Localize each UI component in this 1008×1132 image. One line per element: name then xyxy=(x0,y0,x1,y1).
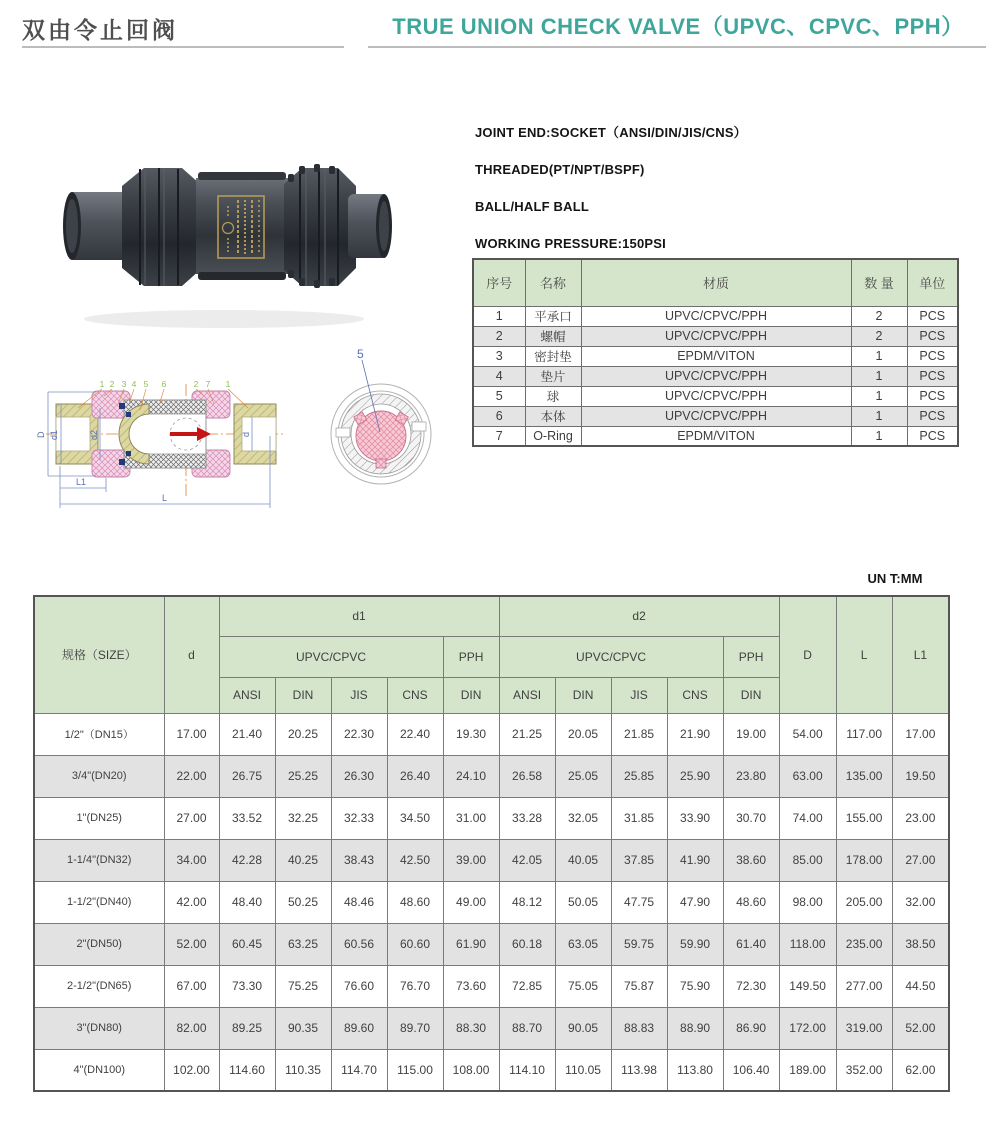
table-cell: 48.60 xyxy=(387,881,443,923)
table-cell: 90.05 xyxy=(555,1007,611,1049)
table-cell: 2 xyxy=(473,326,525,346)
dim-header-pph-d2: PPH xyxy=(723,636,779,677)
spec-list xyxy=(475,114,747,262)
table-cell: 205.00 xyxy=(836,881,892,923)
table-cell: 1 xyxy=(851,346,907,366)
table-cell: 76.60 xyxy=(331,965,387,1007)
table-cell: 118.00 xyxy=(779,923,836,965)
title-underline-left xyxy=(22,46,344,48)
table-cell: 34.00 xyxy=(164,839,219,881)
table-cell: 42.50 xyxy=(387,839,443,881)
table-row xyxy=(473,406,958,426)
table-cell: 38.50 xyxy=(892,923,949,965)
table-cell: 1 xyxy=(473,306,525,326)
table-cell: 60.45 xyxy=(219,923,275,965)
table-cell: PCS xyxy=(907,306,958,326)
parts-header-name: 名称 xyxy=(525,259,581,306)
dimension-table-body xyxy=(34,713,949,1091)
table-cell: 平承口 xyxy=(525,306,581,326)
dim-header-pphdin-d1: DIN xyxy=(443,677,499,713)
table-cell: 1 xyxy=(851,366,907,386)
dim-header-L: L xyxy=(836,596,892,713)
table-cell: 2"(DN50) xyxy=(34,923,164,965)
table-cell: 44.50 xyxy=(892,965,949,1007)
table-row xyxy=(473,306,958,326)
table-cell: 73.30 xyxy=(219,965,275,1007)
product-photo xyxy=(48,112,400,340)
table-cell: 19.30 xyxy=(443,713,499,755)
table-cell: 密封垫 xyxy=(525,346,581,366)
table-cell: 26.58 xyxy=(499,755,555,797)
table-cell: 75.90 xyxy=(667,965,723,1007)
table-row xyxy=(473,426,958,446)
table-cell: UPVC/CPVC/PPH xyxy=(581,366,851,386)
table-cell: 90.35 xyxy=(275,1007,331,1049)
table-cell: 38.43 xyxy=(331,839,387,881)
table-cell: EPDM/VITON xyxy=(581,346,851,366)
table-cell: 135.00 xyxy=(836,755,892,797)
table-row xyxy=(34,797,949,839)
table-cell: 1 xyxy=(851,426,907,446)
table-cell: UPVC/CPVC/PPH xyxy=(581,326,851,346)
table-cell: 73.60 xyxy=(443,965,499,1007)
table-cell: O-Ring xyxy=(525,426,581,446)
dim-header-d1-group: d1 xyxy=(219,596,499,636)
end-view xyxy=(331,347,431,484)
table-cell: 2 xyxy=(851,326,907,346)
table-cell: 50.25 xyxy=(275,881,331,923)
table-cell: 3"(DN80) xyxy=(34,1007,164,1049)
table-cell: 62.00 xyxy=(892,1049,949,1091)
table-cell: 40.05 xyxy=(555,839,611,881)
table-cell: 32.00 xyxy=(892,881,949,923)
table-cell: 98.00 xyxy=(779,881,836,923)
table-cell: PCS xyxy=(907,366,958,386)
table-cell: 27.00 xyxy=(892,839,949,881)
title-underline-right xyxy=(368,46,986,48)
table-cell: 61.40 xyxy=(723,923,779,965)
callout-7: 2 xyxy=(193,379,199,389)
callout-6: 6 xyxy=(161,379,167,389)
table-cell: 2 xyxy=(851,306,907,326)
table-cell: 89.60 xyxy=(331,1007,387,1049)
table-cell: 20.25 xyxy=(275,713,331,755)
table-cell: 48.40 xyxy=(219,881,275,923)
table-cell: 60.60 xyxy=(387,923,443,965)
callout-4: 4 xyxy=(131,379,137,389)
table-cell: 60.18 xyxy=(499,923,555,965)
table-row xyxy=(34,713,949,755)
table-cell: 22.30 xyxy=(331,713,387,755)
table-cell: 59.90 xyxy=(667,923,723,965)
table-cell: 113.98 xyxy=(611,1049,667,1091)
dim-header-pphdin-d2: DIN xyxy=(723,677,779,713)
table-cell: PCS xyxy=(907,346,958,366)
callout-3: 3 xyxy=(121,379,127,389)
table-cell: 21.90 xyxy=(667,713,723,755)
table-cell: 113.80 xyxy=(667,1049,723,1091)
dim-header-pph-d1: PPH xyxy=(443,636,499,677)
table-cell: 88.70 xyxy=(499,1007,555,1049)
table-cell: 155.00 xyxy=(836,797,892,839)
spec-working-pressure: WORKING PRESSURE:150PSI xyxy=(475,236,666,251)
table-cell: 63.00 xyxy=(779,755,836,797)
table-cell: PCS xyxy=(907,326,958,346)
table-cell: 31.00 xyxy=(443,797,499,839)
table-cell: 25.85 xyxy=(611,755,667,797)
table-cell: 3 xyxy=(473,346,525,366)
table-cell: 5 xyxy=(473,386,525,406)
table-cell: 38.60 xyxy=(723,839,779,881)
table-cell: 32.05 xyxy=(555,797,611,839)
table-cell: PCS xyxy=(907,406,958,426)
table-row xyxy=(473,326,958,346)
table-cell: 本体 xyxy=(525,406,581,426)
table-cell: 85.00 xyxy=(779,839,836,881)
parts-table xyxy=(472,258,959,447)
table-cell: 21.25 xyxy=(499,713,555,755)
table-cell: 42.28 xyxy=(219,839,275,881)
table-row xyxy=(473,386,958,406)
dim-header-D: D xyxy=(779,596,836,713)
table-cell: 25.90 xyxy=(667,755,723,797)
table-row xyxy=(473,346,958,366)
spec-threaded: THREADED(PT/NPT/BSPF) xyxy=(475,162,645,177)
dim-label-L: L xyxy=(162,493,168,503)
table-cell: 39.00 xyxy=(443,839,499,881)
table-cell: 63.25 xyxy=(275,923,331,965)
spec-ball: BALL/HALF BALL xyxy=(475,199,589,214)
dim-header-jis-d1: JIS xyxy=(331,677,387,713)
parts-header-qty: 数 量 xyxy=(851,259,907,306)
table-cell: 19.50 xyxy=(892,755,949,797)
table-cell: 1-1/2"(DN40) xyxy=(34,881,164,923)
table-cell: 352.00 xyxy=(836,1049,892,1091)
dim-header-ansi-d1: ANSI xyxy=(219,677,275,713)
table-cell: 41.90 xyxy=(667,839,723,881)
end-view-callout-5: 5 xyxy=(357,347,364,361)
table-cell: 72.30 xyxy=(723,965,779,1007)
valve-section-drawing xyxy=(36,342,472,528)
table-cell: 75.87 xyxy=(611,965,667,1007)
table-cell: 30.70 xyxy=(723,797,779,839)
table-cell: 86.90 xyxy=(723,1007,779,1049)
table-cell: 189.00 xyxy=(779,1049,836,1091)
table-cell: 74.00 xyxy=(779,797,836,839)
dim-header-size: 规格（SIZE） xyxy=(34,596,164,713)
table-cell: 20.05 xyxy=(555,713,611,755)
table-cell: 59.75 xyxy=(611,923,667,965)
table-cell: 垫片 xyxy=(525,366,581,386)
table-cell: 52.00 xyxy=(892,1007,949,1049)
table-cell: 149.50 xyxy=(779,965,836,1007)
table-row xyxy=(34,881,949,923)
table-cell: UPVC/CPVC/PPH xyxy=(581,306,851,326)
table-cell: 4"(DN100) xyxy=(34,1049,164,1091)
table-cell: 31.85 xyxy=(611,797,667,839)
table-cell: 76.70 xyxy=(387,965,443,1007)
table-cell: 277.00 xyxy=(836,965,892,1007)
table-cell: 22.40 xyxy=(387,713,443,755)
table-cell: 54.00 xyxy=(779,713,836,755)
dim-header-cns-d2: CNS xyxy=(667,677,723,713)
dim-header-cns-d1: CNS xyxy=(387,677,443,713)
table-cell: 17.00 xyxy=(164,713,219,755)
table-cell: 23.80 xyxy=(723,755,779,797)
table-row xyxy=(34,923,949,965)
table-cell: 82.00 xyxy=(164,1007,219,1049)
table-cell: 102.00 xyxy=(164,1049,219,1091)
table-cell: 235.00 xyxy=(836,923,892,965)
table-cell: 3/4"(DN20) xyxy=(34,755,164,797)
table-cell: 117.00 xyxy=(836,713,892,755)
table-cell: 114.60 xyxy=(219,1049,275,1091)
table-cell: 21.40 xyxy=(219,713,275,755)
table-cell: 32.33 xyxy=(331,797,387,839)
dim-header-d2-group: d2 xyxy=(499,596,779,636)
table-row xyxy=(34,839,949,881)
table-cell: EPDM/VITON xyxy=(581,426,851,446)
table-cell: 52.00 xyxy=(164,923,219,965)
table-cell: 89.70 xyxy=(387,1007,443,1049)
table-cell: 1 xyxy=(851,406,907,426)
table-cell: 42.05 xyxy=(499,839,555,881)
table-cell: 40.25 xyxy=(275,839,331,881)
table-cell: 114.70 xyxy=(331,1049,387,1091)
table-cell: 63.05 xyxy=(555,923,611,965)
table-cell: 34.50 xyxy=(387,797,443,839)
table-cell: 114.10 xyxy=(499,1049,555,1091)
table-cell: 1 xyxy=(851,386,907,406)
table-cell: 4 xyxy=(473,366,525,386)
callout-8: 7 xyxy=(205,379,211,389)
callout-numbers xyxy=(100,379,231,389)
callout-5: 5 xyxy=(143,379,149,389)
dim-header-upvc-d2: UPVC/CPVC xyxy=(499,636,723,677)
table-cell: 108.00 xyxy=(443,1049,499,1091)
table-cell: 25.05 xyxy=(555,755,611,797)
dim-label-d1: d1 xyxy=(49,429,59,440)
table-cell: 75.05 xyxy=(555,965,611,1007)
table-cell: 22.00 xyxy=(164,755,219,797)
table-cell: 178.00 xyxy=(836,839,892,881)
table-row xyxy=(473,366,958,386)
dim-header-jis-d2: JIS xyxy=(611,677,667,713)
table-cell: 6 xyxy=(473,406,525,426)
table-cell: 110.35 xyxy=(275,1049,331,1091)
table-cell: 21.85 xyxy=(611,713,667,755)
dim-header-d: d xyxy=(164,596,219,713)
table-cell: 19.00 xyxy=(723,713,779,755)
dim-header-ansi-d2: ANSI xyxy=(499,677,555,713)
table-cell: 48.12 xyxy=(499,881,555,923)
parts-header-unit: 单位 xyxy=(907,259,958,306)
table-cell: UPVC/CPVC/PPH xyxy=(581,406,851,426)
table-cell: 61.90 xyxy=(443,923,499,965)
dim-label-L1: L1 xyxy=(76,477,87,487)
dim-header-din-d1: DIN xyxy=(275,677,331,713)
dim-label-d2: d2 xyxy=(89,429,99,440)
callout-2: 2 xyxy=(109,379,115,389)
spec-joint-end: JOINT END:SOCKET（ANSI/DIN/JIS/CNS） xyxy=(475,125,747,140)
dim-label-d: d xyxy=(241,431,251,437)
table-cell: 26.75 xyxy=(219,755,275,797)
table-cell: 88.30 xyxy=(443,1007,499,1049)
table-cell: 32.25 xyxy=(275,797,331,839)
table-cell: 7 xyxy=(473,426,525,446)
table-cell: 319.00 xyxy=(836,1007,892,1049)
table-cell: 110.05 xyxy=(555,1049,611,1091)
dim-header-L1: L1 xyxy=(892,596,949,713)
table-cell: 25.25 xyxy=(275,755,331,797)
table-cell: 33.52 xyxy=(219,797,275,839)
parts-table-body xyxy=(473,306,958,446)
table-cell: 50.05 xyxy=(555,881,611,923)
table-cell: 37.85 xyxy=(611,839,667,881)
table-cell: 48.46 xyxy=(331,881,387,923)
parts-header-no: 序号 xyxy=(473,259,525,306)
table-cell: 2-1/2"(DN65) xyxy=(34,965,164,1007)
table-cell: 72.85 xyxy=(499,965,555,1007)
callout-9: 1 xyxy=(225,379,231,389)
table-cell: UPVC/CPVC/PPH xyxy=(581,386,851,406)
table-cell: 88.90 xyxy=(667,1007,723,1049)
table-row xyxy=(34,965,949,1007)
table-cell: 1-1/4"(DN32) xyxy=(34,839,164,881)
table-cell: 17.00 xyxy=(892,713,949,755)
table-cell: 67.00 xyxy=(164,965,219,1007)
table-cell: 172.00 xyxy=(779,1007,836,1049)
dimension-table xyxy=(33,595,950,1092)
table-cell: 1"(DN25) xyxy=(34,797,164,839)
dim-header-din-d2: DIN xyxy=(555,677,611,713)
table-cell: 24.10 xyxy=(443,755,499,797)
table-cell: 115.00 xyxy=(387,1049,443,1091)
table-cell: 26.40 xyxy=(387,755,443,797)
parts-header-material: 材质 xyxy=(581,259,851,306)
table-cell: 33.90 xyxy=(667,797,723,839)
valve-photo-illustration xyxy=(48,112,400,340)
table-cell: 球 xyxy=(525,386,581,406)
table-cell: 75.25 xyxy=(275,965,331,1007)
unit-note: UN T:MM xyxy=(867,571,923,586)
technical-drawing xyxy=(36,342,472,528)
callout-1: 1 xyxy=(99,379,105,389)
dim-header-upvc-d1: UPVC/CPVC xyxy=(219,636,443,677)
table-cell: 49.00 xyxy=(443,881,499,923)
table-cell: 螺帽 xyxy=(525,326,581,346)
table-cell: 47.75 xyxy=(611,881,667,923)
table-cell: 47.90 xyxy=(667,881,723,923)
dim-label-D: D xyxy=(36,431,46,438)
table-cell: 106.40 xyxy=(723,1049,779,1091)
table-cell: 89.25 xyxy=(219,1007,275,1049)
table-cell: 88.83 xyxy=(611,1007,667,1049)
table-cell: PCS xyxy=(907,386,958,406)
page-title-english: TRUE UNION CHECK VALVE（UPVC、CPVC、PPH） xyxy=(392,14,964,39)
table-cell: 33.28 xyxy=(499,797,555,839)
page-title-chinese: 双由令止回阀 xyxy=(22,17,178,43)
table-cell: 23.00 xyxy=(892,797,949,839)
table-cell: 26.30 xyxy=(331,755,387,797)
table-row xyxy=(34,1007,949,1049)
table-cell: 48.60 xyxy=(723,881,779,923)
table-cell: 42.00 xyxy=(164,881,219,923)
table-cell: 27.00 xyxy=(164,797,219,839)
table-row xyxy=(34,1049,949,1091)
table-cell: 1/2"（DN15） xyxy=(34,713,164,755)
table-cell: 60.56 xyxy=(331,923,387,965)
table-cell: PCS xyxy=(907,426,958,446)
table-row xyxy=(34,755,949,797)
